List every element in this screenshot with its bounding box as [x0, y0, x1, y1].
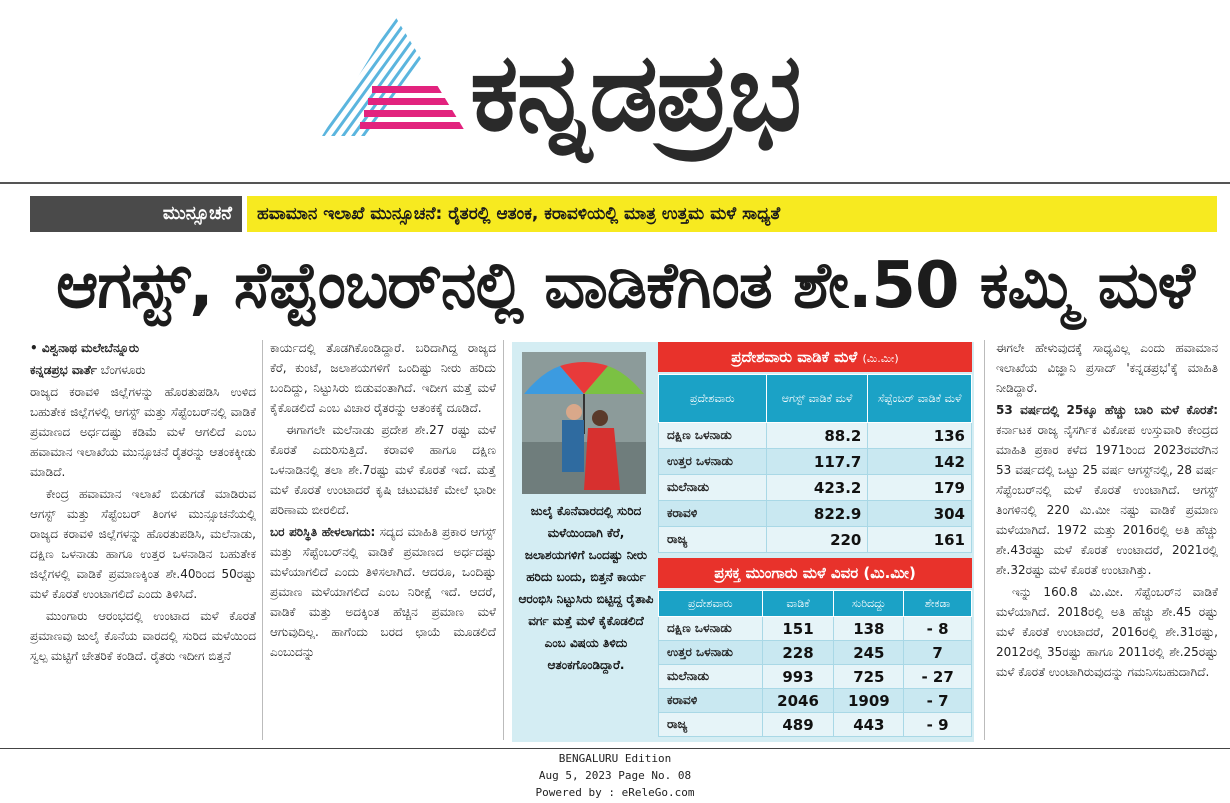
article-paragraph: ಈಗಲೇ ಹೇಳುವುದಕ್ಕೆ ಸಾಧ್ಯವಿಲ್ಲ ಎಂದು ಹವಾಮಾನ ಇಲಾಖೆಯ ವಿಜ್ಞಾನಿ ಪ್ರಸಾದ್ 'ಕನ್ನಡಪ್ರಭ'ಕ್ಕೆ ಮಾಹಿತಿ ನೀಡಿದ್ದಾರೆ. — [996, 341, 1218, 395]
article-paragraph: ಇನ್ನು 160.8 ಮಿ.ಮೀ. ಸೆಪ್ಟೆಂಬರ್‌ನ ವಾಡಿಕೆ ಮಳೆಯಾಗಿದೆ. 2018ರಲ್ಲಿ ಅತಿ ಹೆಚ್ಚು ಶೇ.45 ರಷ್ಟು ಮಳೆ ಕೊರತೆ ಉಂಟಾದರೆ, 2016ರಲ್ಲಿ ಶೇ.31ರಷ್ಟು, 2012ರಲ್ಲಿ 35ರಷ್ಟು ಹಾಗೂ 2011ರಲ್ಲಿ ಶೇ.25ರಷ್ಟು ಮಳೆ ಕೊರತೆ ಉಂಟಾಗಿರುವುದನ್ನು ಗಮನಿಸಬಹುದಾಗಿದೆ. — [996, 585, 1218, 679]
cell-value: 245 — [834, 641, 904, 665]
cell-region: ಉತ್ತರ ಒಳನಾಡು — [659, 641, 763, 665]
cell-value: - 7 — [904, 689, 972, 713]
headline: ಆಗಸ್ಟ್, ಸೆಪ್ಟೆಂಬರ್‌ನಲ್ಲಿ ವಾಡಿಕೆಗಿಂತ ಶೇ.50 ಕಮ್ಮಿ ಮಳೆ — [56, 249, 1194, 323]
table-row — [659, 527, 972, 553]
byline-agency — [30, 360, 256, 380]
table-row — [659, 641, 972, 665]
normal-rainfall-table — [658, 374, 972, 553]
masthead-title: ಕನ್ನಡಪ್ರಭ — [470, 30, 800, 155]
cell-region: ಉತ್ತರ ಒಳನಾಡು — [659, 449, 767, 475]
cell-region: ರಾಜ್ಯ — [659, 527, 767, 553]
table-row — [659, 665, 972, 689]
article-paragraph: ರಾಜ್ಯದ ಕರಾವಳಿ ಜಿಲ್ಲೆಗಳನ್ನು ಹೊರತುಪಡಿಸಿ ಉಳಿದ ಬಹುತೇಕ ಜಿಲ್ಲೆಗಳಲ್ಲಿ ಆಗಸ್ಟ್ ಮತ್ತು ಸೆಪ್ಟೆಂಬರ್‌ನಲ್ಲಿ ವಾಡಿಕೆ ಪ್ರಮಾಣದ ಅರ್ಧದಷ್ಟು ಕಡಿಮೆ ಮಳೆ ಆಗಲಿದೆ ಎಂಬ ಹವಾಮಾನ ಇಲಾಖೆಯ ಮುನ್ಸೂಚನೆ ರೈತರನ್ನು ಆತಂಕಕ್ಕೀಡು ಮಾಡಿದೆ. — [30, 385, 256, 479]
cell-value: 2046 — [762, 689, 834, 713]
cell-region: ರಾಜ್ಯ — [659, 713, 763, 737]
article-subhead-paragraph — [270, 522, 496, 662]
cell-value: - 27 — [904, 665, 972, 689]
article-subhead: 53 ವರ್ಷದಲ್ಲಿ 25ಕ್ಕೂ ಹೆಚ್ಚು ಬಾರಿ ಮಳೆ ಕೊರತೆ: — [996, 403, 1218, 417]
cell-region: ಕರಾವಳಿ — [659, 689, 763, 713]
subhead-text: ಕರ್ನಾಟಕ ರಾಜ್ಯ ನೈಸರ್ಗಿಕ ವಿಕೋಪ ಉಸ್ತುವಾರಿ ಕೇಂದ್ರದ ಮಾಹಿತಿ ಪ್ರಕಾರ ಕಳೆದ 1971ರಿಂದ 2023ರವರೆಗಿನ 53 ವರ್ಷದಲ್ಲಿ ಒಟ್ಟು 25 ವರ್ಷ ಆಗಸ್ಟ್‌ನಲ್ಲಿ, 28 ವರ್ಷ ಸೆಪ್ಟೆಂಬರ್‌ನಲ್ಲಿ ಮಳೆ ಕೊರತೆ ಉಂಟಾಗಿದೆ. ಆಗಸ್ಟ್ ತಿಂಗಳಿನಲ್ಲಿ 220 ಮಿ.ಮೀ ನಷ್ಟು ವಾಡಿಕೆ ಪ್ರಮಾಣ ಮಳೆಯಾಗಿದೆ. 1972 ಮತ್ತು 2016ರಲ್ಲಿ ಅತಿ ಹೆಚ್ಚು ಶೇ.43ರಷ್ಟು ಮಳೆ ಕೊರತೆ ಉಂಟಾದರೆ, 2021ರಲ್ಲಿ ಶೇ.32ರಷ್ಟು ಮಳೆ ಕೊರತೆ ಉಂಟಾಗಿತ್ತು. — [996, 423, 1218, 577]
cell-value: 1909 — [834, 689, 904, 713]
table-header-row — [659, 375, 972, 423]
article-subhead: ಬರ ಪರಿಸ್ಥಿತಿ ಹೇಳಲಾಗದು: — [270, 525, 376, 539]
dateline-place: ಬೆಂಗಳೂರು — [100, 363, 146, 377]
cell-value: 136 — [868, 423, 972, 449]
cell-value: 443 — [834, 713, 904, 737]
section-tag: ಮುನ್ಸೂಚನೆ — [30, 196, 242, 232]
byline-author: • ವಿಶ್ವನಾಥ ಮಲೇಬೆನ್ನೂರು — [30, 341, 140, 355]
cell-value: 220 — [766, 527, 868, 553]
cell-value: 7 — [904, 641, 972, 665]
column-divider — [984, 340, 985, 740]
table-row — [659, 713, 972, 737]
article-paragraph: ಕಾರ್ಯದಲ್ಲಿ ತೊಡಗಿಕೊಂಡಿದ್ದಾರೆ. ಬರಿದಾಗಿದ್ದ ರಾಜ್ಯದ ಕೆರೆ, ಕುಂಟೆ, ಜಲಾಶಯಗಳಿಗೆ ಒಂದಿಷ್ಟು ನೀರು ಹರಿದು ಬಂದಿದ್ದು, ನಿಟ್ಟುಸಿರು ಬಿಡುವಂತಾಗಿದೆ. ಇದೀಗ ಮತ್ತೆ ಮಳೆ ಕೈಕೊಡಲಿದೆ ಎಂಬ ವಿಚಾರ ರೈತರನ್ನು ಆತಂಕಕ್ಕೆ ದೂಡಿದೆ. — [270, 341, 496, 415]
table1-unit: (ಮಿ.ಮೀ) — [862, 352, 899, 365]
monsoon-rainfall-table — [658, 590, 972, 737]
column-header: ಸುರಿದದ್ದು — [834, 591, 904, 617]
table-row — [659, 501, 972, 527]
column-divider — [503, 340, 504, 740]
cell-region: ಮಲೆನಾಡು — [659, 475, 767, 501]
column-divider — [262, 340, 263, 740]
table1-title — [658, 342, 972, 372]
cell-value: - 9 — [904, 713, 972, 737]
cell-value: 993 — [762, 665, 834, 689]
cell-value: 489 — [762, 713, 834, 737]
column-header: ಪ್ರದೇಶವಾರು — [659, 591, 763, 617]
column-header: ಸೆಪ್ಟೆಂಬರ್ ವಾಡಿಕೆ ಮಳೆ — [868, 375, 972, 423]
subhead-text: ಸದ್ಯದ ಮಾಹಿತಿ ಪ್ರಕಾರ ಆಗಸ್ಟ್ ಮತ್ತು ಸೆಪ್ಟೆಂಬರ್‌ನಲ್ಲಿ ವಾಡಿಕೆ ಪ್ರಮಾಣದ ಅರ್ಧದಷ್ಟು ಮಳೆಯಾಗಲಿದೆ ಎಂದು ತಿಳಿಸಲಾಗಿದೆ. ಆದರೂ, ಒಂದಿಷ್ಟು ಪ್ರಮಾಣ ಮಳೆಯಾಗಲಿದೆ ಎಂಬ ನಿರೀಕ್ಷೆ ಇದೆ. ಆದರೆ, ವಾಡಿಕೆ ಮತ್ತು ಅದಕ್ಕಿಂತ ಹೆಚ್ಚಿನ ಪ್ರಮಾಣ ಮಳೆ ಆಗುವುದಿಲ್ಲ. ಹಾಗೆಂದು ಬರದ ಛಾಯೆ ಮೂಡಲಿದೆ ಎಂಬುದನ್ನು — [270, 525, 496, 659]
table-row — [659, 689, 972, 713]
masthead-logo — [320, 12, 470, 140]
cell-region: ಮಲೆನಾಡು — [659, 665, 763, 689]
article-column-2 — [270, 338, 496, 744]
cell-value: 179 — [868, 475, 972, 501]
column-header: ಶೇಕಡಾ — [904, 591, 972, 617]
cell-region: ದಕ್ಷಿಣ ಒಳನಾಡು — [659, 617, 763, 641]
date-page-label: Aug 5, 2023 Page No. 08 — [538, 769, 692, 782]
photo-caption: ಜುಲೈ ಕೊನೆವಾರದಲ್ಲಿ ಸುರಿದ ಮಳೆಯಿಂದಾಗಿ ಕೆರೆ, ಜಲಾಶಯಗಳಿಗೆ ಒಂದಷ್ಟು ನೀರು ಹರಿದು ಬಂದು, ಬಿತ್ತನೆ ಕಾರ್ಯ ಆರಂಭಿಸಿ ನಿಟ್ಟುಸಿರು ಬಿಟ್ಟಿದ್ದ ರೈತಾಪಿ ವರ್ಗ ಮತ್ತೆ ಮಳೆ ಕೈಕೊಡಲಿದೆ ಎಂಬ ವಿಷಯ ತಿಳಿದು ಆತಂಕಗೊಂಡಿದ್ದಾರೆ. — [518, 504, 654, 672]
article-paragraph: ಮುಂಗಾರು ಆರಂಭದಲ್ಲಿ ಉಂಟಾದ ಮಳೆ ಕೊರತೆ ಪ್ರಮಾಣವು ಜುಲೈ ಕೊನೆಯ ವಾರದಲ್ಲಿ ಸುರಿದ ಮಳೆಯಿಂದ ಸ್ವಲ್ಪ ಮಟ್ಟಿಗೆ ಚೇತರಿಕೆ ಕಂಡಿದೆ. ರೈತರು ಇದೀಗ ಬಿತ್ತನೆ — [30, 609, 256, 663]
table-header-row — [659, 591, 972, 617]
table1-title-text: ಪ್ರದೇಶವಾರು ವಾಡಿಕೆ ಮಳೆ — [731, 348, 858, 366]
article-paragraph: ಈಗಾಗಲೇ ಮಲೆನಾಡು ಪ್ರದೇಶ ಶೇ.27 ರಷ್ಟು ಮಳೆ ಕೊರತೆ ಎದುರಿಸುತ್ತಿದೆ. ಕರಾವಳಿ ಹಾಗೂ ದಕ್ಷಿಣ ಒಳನಾಡಿನಲ್ಲಿ ತಲಾ ಶೇ.7ರಷ್ಟು ಮಳೆ ಕೊರತೆ ಇದೆ. ಮತ್ತೆ ಮಳೆ ಕೊರತೆ ಉಂಟಾದರೆ ಕೃಷಿ ಚಟುವಟಿಕೆ ಮೇಲೆ ಭಾರೀ ಪರಿಣಾಮ ಬೀರಲಿದೆ. — [270, 423, 496, 517]
footer-divider — [0, 748, 1230, 749]
article-column-4 — [996, 338, 1218, 744]
column-header: ವಾಡಿಕೆ — [762, 591, 834, 617]
kicker-strap: ಹವಾಮಾನ ಇಲಾಖೆ ಮುನ್ಸೂಚನೆ: ರೈತರಲ್ಲಿ ಆತಂಕ, ಕರಾವಳಿಯಲ್ಲಿ ಮಾತ್ರ ಉತ್ತಮ ಮಳೆ ಸಾಧ್ಯತೆ — [247, 196, 1217, 232]
cell-value: 117.7 — [766, 449, 868, 475]
cell-value: 138 — [834, 617, 904, 641]
cell-value: 142 — [868, 449, 972, 475]
agency-name: ಕನ್ನಡಪ್ರಭ ವಾರ್ತೆ — [30, 363, 97, 377]
cell-region: ಕರಾವಳಿ — [659, 501, 767, 527]
cell-value: 304 — [868, 501, 972, 527]
cell-value: - 8 — [904, 617, 972, 641]
logo-triangle — [320, 12, 470, 140]
cell-value: 725 — [834, 665, 904, 689]
edition-label: BENGALURU Edition — [558, 752, 672, 765]
cell-value: 161 — [868, 527, 972, 553]
table-row — [659, 617, 972, 641]
cell-value: 88.2 — [766, 423, 868, 449]
table2-title: ಪ್ರಸಕ್ತ ಮುಂಗಾರು ಮಳೆ ವಿವರ (ಮಿ.ಮೀ) — [658, 558, 972, 588]
cell-value: 151 — [762, 617, 834, 641]
article-paragraph: ಕೇಂದ್ರ ಹವಾಮಾನ ಇಲಾಖೆ ಬಿಡುಗಡೆ ಮಾಡಿರುವ ಆಗಸ್ಟ್ ಮತ್ತು ಸೆಪ್ಟೆಂಬರ್ ತಿಂಗಳ ಮುನ್ಸೂಚನೆಯಲ್ಲಿ ರಾಜ್ಯದ ಕರಾವಳಿ ಜಿಲ್ಲೆಗಳನ್ನು ಹೊರತುಪಡಿಸಿ, ಮಲೆನಾಡು, ದಕ್ಷಿಣ ಒಳನಾಡು ಹಾಗೂ ಉತ್ತರ ಒಳನಾಡಿನ ಬಹುತೇಕ ಜಿಲ್ಲೆಗಳಲ್ಲಿ ವಾಡಿಕೆ ಪ್ರಮಾಣಕ್ಕಿಂತ ಶೇ.40ರಿಂದ 50ರಷ್ಟು ಮಳೆ ಕೊರತೆ ಉಂಟಾಗಲಿದೆ ಎಂದು ತಿಳಿಸಿದೆ. — [30, 487, 256, 601]
masthead-divider — [0, 182, 1230, 184]
column-header: ಪ್ರದೇಶವಾರು — [659, 375, 767, 423]
cell-value: 822.9 — [766, 501, 868, 527]
table-row — [659, 423, 972, 449]
cell-region: ದಕ್ಷಿಣ ಒಳನಾಡು — [659, 423, 767, 449]
cell-value: 228 — [762, 641, 834, 665]
powered-by-link[interactable]: Powered by : eReleGo.com — [535, 786, 695, 799]
table-row — [659, 449, 972, 475]
rain-photo — [522, 352, 646, 494]
column-header: ಆಗಸ್ಟ್ ವಾಡಿಕೆ ಮಳೆ — [766, 375, 868, 423]
cell-value: 423.2 — [766, 475, 868, 501]
article-subhead-paragraph — [996, 400, 1218, 580]
article-column-1 — [30, 338, 256, 744]
table-row — [659, 475, 972, 501]
